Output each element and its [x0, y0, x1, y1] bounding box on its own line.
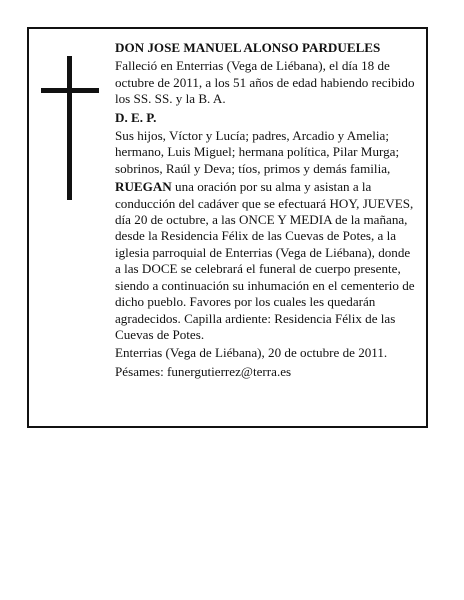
cross-vertical-bar: [67, 56, 72, 200]
request-details: una oración por su alma y asistan a la conducción del cadáver que se efectuará HOY, JUEVES, día 20 de octubre, a las ONCE Y MEDIA de la mañana, desde la Residencia Félix de las Cuevas de Potes, a la iglesia parroquial de Enterrias (Vega de Liébana), donde a las DOCE se celebrará el funeral de cuerpo presente, siendo a continuación su inhumación en el cementerio de dicho pueblo. Favores por los cuales les quedarán agradecidos. Capilla ardiente: Residencia Félix de las Cuevas de Potes.: [115, 179, 415, 342]
condolences-contact: Pésames: funergutierrez@terra.es: [115, 363, 292, 379]
request-keyword: RUEGAN: [115, 179, 172, 195]
place-date: Enterrias (Vega de Liébana), 20 de octubre de 2011.: [115, 345, 388, 361]
cross-icon: [41, 56, 99, 200]
notice-text: [115, 40, 419, 380]
rip-abbreviation: D. E. P.: [115, 109, 157, 125]
death-statement: Falleció en Enterrias (Vega de Liébana), el día 18 de octubre de 2011, a los 51 años de edad habiendo recibido los SS. SS. y la B. A.: [115, 58, 415, 107]
funeral-request: [115, 179, 419, 343]
obituary-notice: [27, 27, 428, 428]
deceased-name: DON JOSE MANUEL ALONSO PARDUELES: [115, 40, 381, 55]
family-list: Sus hijos, Víctor y Lucía; padres, Arcadio y Amelia; hermano, Luis Miguel; hermana política, Pilar Murga; sobrinos, Raúl y Deva; tíos, primos y demás familia,: [115, 128, 400, 176]
cross-horizontal-bar: [41, 88, 99, 93]
